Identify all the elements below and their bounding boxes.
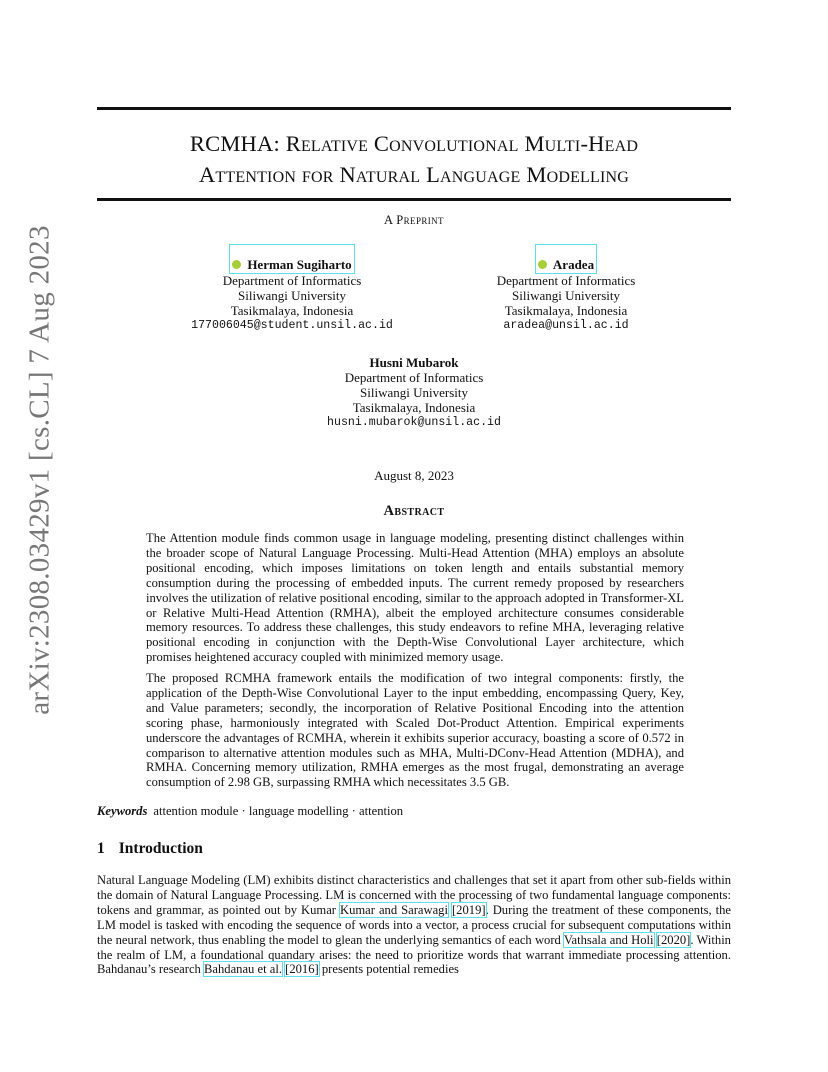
author-email: aradea@unsil.ac.id (503, 319, 629, 332)
author-department: Department of Informatics (344, 370, 484, 385)
author-university: Siliwangi University (360, 385, 468, 400)
abstract-paragraph-2: The proposed RCMHA framework entails the modification of two integral components: firstly, the application of the Depth-Wise Convolutional Layer to the input embedding, encompassing Query, Key, and Value parameters; secondly, the incorporation of Relative Positional Encoding into the attention scoring phase, harmoniously integrated with Scaled Dot-Product Attention. Empirical experiments underscore the advantages of RCMHA, wherein it exhibits superior accuracy, boasting a score of 0.572 in comparison to alternative attention modules such as MHA, Multi-DConv-Head Attention (MDHA), and RMHA. Concerning memory utilization, RMHA emerges as the most frugal, demonstrating an average consumption of 2.98 GB, surpassing RMHA which necessitates 3.5 GB. (146, 671, 684, 790)
author-block (182, 245, 402, 333)
author-name: Husni Mubarok (369, 355, 459, 370)
author-name-link[interactable] (230, 245, 353, 273)
author-email: husni.mubarok@unsil.ac.id (327, 416, 501, 429)
title-segment: A (198, 162, 216, 187)
intro-text: presents potential remedies (318, 962, 459, 977)
title-rule-bottom (97, 198, 731, 201)
citation-link[interactable]: [2016] (285, 962, 319, 977)
author-name: Aradea (552, 257, 595, 272)
orcid-icon[interactable] (538, 260, 547, 269)
title-segment: odelling (546, 162, 630, 187)
title-segment: -H (580, 131, 605, 156)
citation-link[interactable]: [2020] (656, 932, 691, 947)
title-segment: RCMHA: R (189, 131, 301, 156)
intro-paragraph (97, 873, 731, 977)
section-number: 1 (97, 840, 105, 857)
author-university: Siliwangi University (238, 288, 346, 303)
author-block (304, 355, 524, 430)
author-department: Department of Informatics (496, 273, 636, 288)
title-line-2 (97, 159, 731, 190)
citation-link[interactable]: Kumar and Sarawagi (339, 902, 448, 917)
author-university: Siliwangi University (512, 288, 620, 303)
intro-text: Natural Language Modeling (LM) exhibits distinct characteristics and challenges that set it apart from other sub-fields within the domain of Natural Language Processing. LM is concerned with the processing of two fundamental language components: tokens and grammar, as pointed out by Kumar (97, 873, 731, 917)
title-segment: elative (300, 131, 374, 156)
title-segment: anguage (440, 162, 527, 187)
arxiv-watermark: arXiv:2308.03429v1 [cs.CL] 7 Aug 2023 (23, 225, 56, 715)
author-block (456, 245, 676, 333)
title-segment: ead (604, 131, 639, 156)
title-segment: atural (355, 162, 427, 187)
intro-text: . Within the realm of LM, a foundational quandary arises: the need to prioritize words that warrant immediate processing attention. Bahdanau’s research (97, 932, 731, 977)
author-city: Tasikmalaya, Indonesia (230, 303, 354, 318)
abstract-paragraph-1: The Attention module finds common usage in language modeling, presenting distinct challenges within the broader scope of Natural Language Processing. Multi-Head Attention (MHA) employs an absolute positional encoding, which imposes limitations on token length and entails substantial memory consumption during the processing of embedded inputs. The current remedy proposed by researchers involves the utilization of relative positional encoding, similar to the approach adopted in Transformer-XL or Relative Multi-Head Attention (RMHA), albeit the employed architecture consumes considerable memory resources. To address these challenges, this study endeavors to refine MHA, leveraging relative positional encoding in conjunction with the Depth-Wise Convolutional Layer architecture, which promises heightened accuracy coupled with minimized memory usage. (146, 531, 684, 665)
citation-link[interactable]: Bahdanau et al. (204, 962, 282, 977)
title-rule-top (97, 107, 731, 110)
title-line-1 (97, 128, 731, 159)
preprint-label: A Preprint (384, 213, 444, 227)
author-name: Herman Sugiharto (247, 257, 352, 272)
orcid-icon[interactable] (232, 260, 241, 269)
keywords-line (97, 804, 731, 819)
title-segment: onvolutional (389, 131, 525, 156)
author-email: 177006045@student.unsil.ac.id (191, 319, 393, 332)
author-department: Department of Informatics (222, 273, 362, 288)
title-segment: L (426, 162, 441, 187)
title-segment: ttention for (215, 162, 340, 187)
abstract-heading: Abstract (383, 503, 445, 519)
keywords-label: Keywords (97, 804, 148, 818)
author-city: Tasikmalaya, Indonesia (352, 400, 476, 415)
paper-date: August 8, 2023 (374, 468, 454, 483)
intro-text: . During the treatment of these components, the LM model is tasked with encoding the sequence of words into a vector, a process crucial for subsequent computations within the neural network, thus enabling the model to glean the underlying semantics of each word (97, 902, 731, 947)
title-segment: M (524, 131, 545, 156)
citation-link[interactable]: [2019] (451, 902, 486, 917)
title-segment: N (339, 162, 356, 187)
title-segment: ulti (544, 131, 581, 156)
keywords-list: attention module · language modelling · attention (153, 804, 404, 818)
paper-title (97, 128, 731, 190)
title-segment: C (373, 131, 390, 156)
author-city: Tasikmalaya, Indonesia (504, 303, 628, 318)
title-segment: M (526, 162, 547, 187)
author-name-link[interactable] (536, 245, 596, 273)
section-title: Introduction (118, 840, 203, 857)
citation-link[interactable]: Vathsala and Holi (563, 932, 654, 947)
section-heading (97, 840, 203, 858)
